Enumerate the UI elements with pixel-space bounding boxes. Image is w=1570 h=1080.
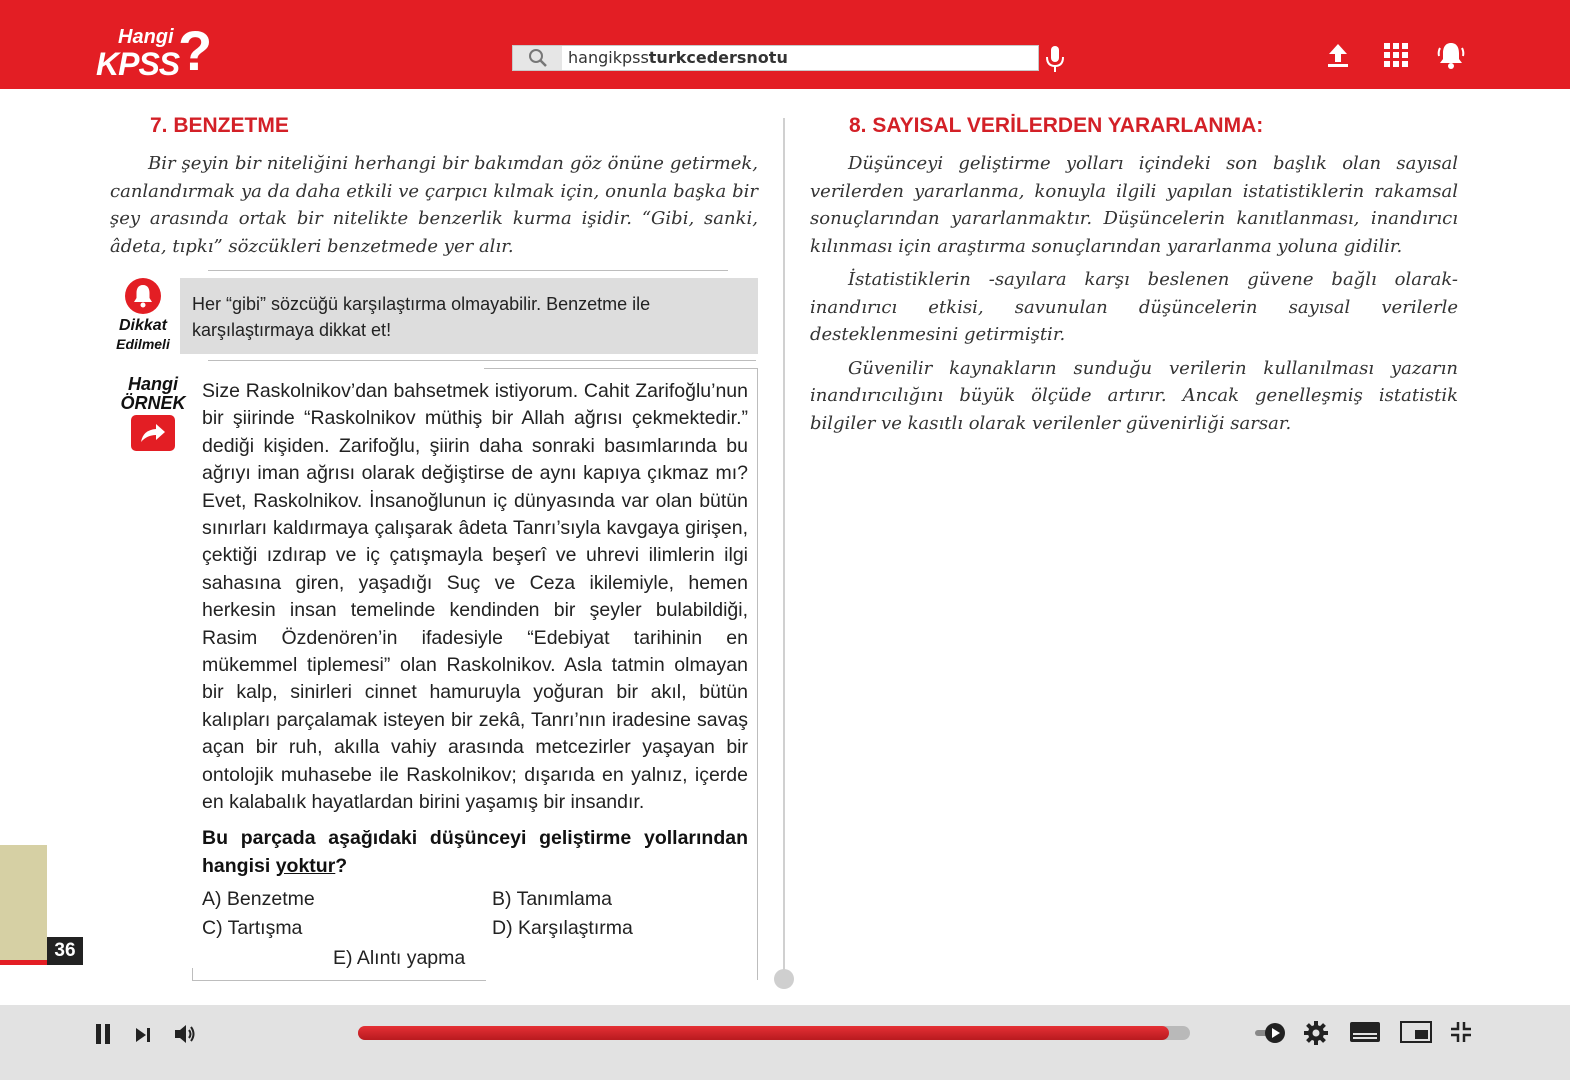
exit-fullscreen-icon[interactable]: [1449, 1020, 1473, 1044]
question-end: ?: [335, 855, 348, 877]
example-badge-label: [116, 375, 190, 413]
share-arrow-icon: [131, 415, 175, 451]
example-frame-top: [484, 368, 758, 369]
search-query-bold: turkcedersnotu: [648, 48, 788, 67]
attention-note-box: [180, 278, 758, 354]
page-side-tab: [0, 845, 47, 963]
mic-icon[interactable]: [1044, 44, 1066, 74]
pause-icon[interactable]: [94, 1023, 112, 1045]
sayisal-paragraph-3: Güvenilir kaynakların sunduğu verilerin kullanılması yazarın inandırıcılığını büyük ölçüde artırır. Ancak genelleşmiş istatistik bilgiler ve kasıtlı olarak verilenler güvenirliği sarsar.: [810, 357, 1458, 434]
attention-note-text: Her “gibi” sözcüğü karşılaştırma olmayabilir. Benzetme ile karşılaştırmaya dikkat et!: [192, 294, 651, 340]
miniplayer-icon[interactable]: [1400, 1021, 1432, 1043]
search-bar: [512, 45, 1039, 71]
option-c[interactable]: C) Tartışma: [202, 917, 303, 939]
example-frame-bottom: [192, 980, 486, 981]
example-badge-line2: ÖRNEK: [120, 393, 186, 413]
option-b[interactable]: B) Tanımlama: [492, 888, 612, 910]
benzetme-paragraph: [110, 150, 758, 260]
option-a[interactable]: A) Benzetme: [202, 888, 315, 910]
next-icon[interactable]: [134, 1026, 152, 1044]
option-d[interactable]: D) Karşılaştırma: [492, 917, 633, 939]
divider-line: [208, 270, 728, 271]
sayisal-paragraph-1: Düşünceyi geliştirme yolları içindeki son başlık olan sayısal verilerden yararlanma, konuyla ilgili yapılan istatistiklerin rakamsal sonuçlarından yararlanmaktır. Düşüncelerin kanıtlanması, inandırıcı kılınması için araştırma sonuçlarından yararlanma yoluna gidilir.: [810, 153, 1458, 257]
example-passage: Size Raskolnikov’dan bahsetmek istiyorum. Cahit Zarifoğlu’nun bir şiirinde “Raskolnikov müthiş bir Allah ağrısı çekmektedir.” dediği kişiden. Zarifoğlu, şiirin daha sonraki basımlarında bu ağrıyı iman ağrısı olarak değiştirse de aynı kapıya çıkmaz mı? Evet, Raskolnikov. İnsanoğlunun iç dünyasında var olan bütün sınırları kaldırmaya çalışarak âdeta Tanrı’sıyla kavgaya girişen, çektiği ızdırap ve iç çatışmayla beşerî ve uhrevi ilimlerin ilgi sahasına giren, yaşadığı Suç ve Ceza ikilemiyle, hemen herkesin insan temelinde kendinden bir şeyler bulabildiği, Rasim Özdenören’in ifadesiyle “Edebiyat tarihinin en mükemmel tiplemesi” olan Raskolnikov. Asla tatmin olmayan bir kalp, sinirleri cinnet hamuruyla yoğuran bir akıl, bütün kalıpları parçalamak isteyen bir zekâ, Tanrı’nın iradesine savaş açan bir ruh, akılla vahiy arasında metcezirler yaşayan bir ontolojik muhasebe ile Raskolnikov; dışarıda en yalnız, içerde en kalabalık hayatlardan birini yaşamış bir insandır.: [202, 380, 748, 814]
search-input[interactable]: [562, 46, 1038, 70]
logo-question-mark: ?: [178, 19, 213, 82]
top-bar: [0, 0, 1570, 89]
logo-top-text: Hangi: [118, 26, 174, 48]
question-underlined: yoktur: [275, 855, 336, 877]
option-e[interactable]: E) Alıntı yapma: [333, 947, 466, 969]
section-heading-benzetme: 7. BENZETME: [150, 114, 289, 137]
page-tab-accent: [0, 960, 47, 965]
question-text: [202, 824, 748, 880]
page-number: 36: [47, 937, 83, 965]
column-divider: [783, 118, 785, 980]
sayisal-paragraph-2: İstatistiklerin -sayılara karşı beslenen güvene bağlı olarak- inandırıcı etkisi, savunulan düşüncelerin sayısal verilerle desteklenmesini getirmiştir.: [810, 269, 1458, 345]
progress-bar[interactable]: [358, 1026, 1190, 1040]
logo-main-text: KPSS: [96, 46, 180, 82]
notification-bell-icon[interactable]: [1436, 40, 1466, 70]
note-badge-label: [108, 316, 178, 354]
subtitles-icon[interactable]: [1349, 1021, 1381, 1043]
apps-grid-icon[interactable]: [1381, 40, 1411, 70]
search-query-prefix: hangikpss: [568, 48, 649, 67]
search-button[interactable]: [513, 46, 562, 70]
note-badge-line1: Dikkat: [118, 317, 168, 334]
section-heading-sayisal: 8. SAYISAL VERİLERDEN YARARLANMA:: [849, 114, 1264, 137]
example-frame-right: [757, 368, 758, 980]
divider-line: [208, 360, 756, 361]
volume-icon[interactable]: [173, 1023, 197, 1045]
example-badge-line1: Hangi: [127, 374, 178, 394]
search-icon: [528, 48, 548, 68]
alarm-bell-icon: [124, 277, 162, 315]
settings-gear-icon[interactable]: [1303, 1020, 1329, 1046]
site-logo[interactable]: [96, 20, 226, 80]
progress-fill: [358, 1026, 1169, 1040]
column-divider-dot: [774, 969, 794, 989]
autoplay-toggle[interactable]: [1254, 1021, 1288, 1045]
upload-icon[interactable]: [1323, 40, 1353, 70]
example-frame-left: [192, 968, 193, 980]
note-badge-line2: Edilmeli: [116, 336, 170, 352]
sayisal-text-block: [810, 150, 1458, 443]
question-main: Bu parçada aşağıdaki düşünceyi geliştirme yollarından hangisi: [202, 827, 748, 877]
benzetme-text: Bir şeyin bir niteliğini herhangi bir bakımdan göz önüne getirmek, canlandırmak ya da daha etkili ve çarpıcı kılmak için, onunla başka bir şey arasında ortak bir nitelikte benzerlik kurma işidir. “Gibi, sanki, âdeta, tıpkı” sözcükleri benzetmede yer alır.: [110, 153, 758, 257]
video-player-controls: [0, 1005, 1570, 1080]
